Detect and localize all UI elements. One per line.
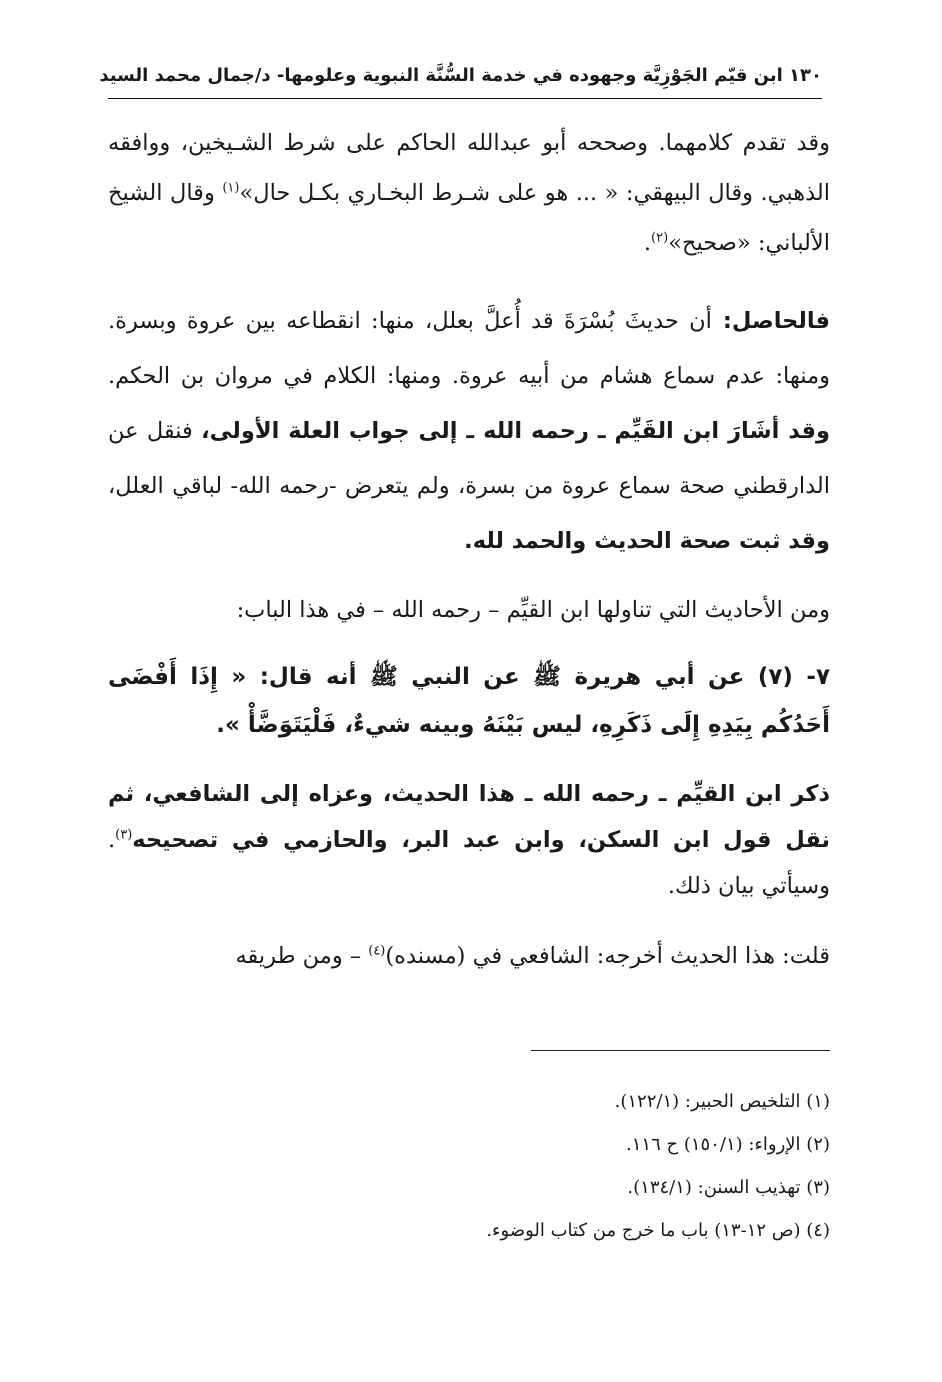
- p2-text: أن حديثَ بُسْرَةَ قد أُعلَّ بعلل، منها: انقطاعه بين عروة وبسرة. ومنها: عدم سماع هشام من أبيه عروة. ومنها: الكلام في مروان بن الحكم.: [108, 308, 830, 389]
- p1-text-2: وقال الشيخ الألباني: «صحيح»: [108, 180, 830, 256]
- p5-text: . وسيأتي بيان ذلك.: [108, 827, 830, 899]
- p2-lead: فالحاصل:: [711, 308, 830, 334]
- footnotes: [300, 1080, 830, 1252]
- footnote-ref-1: (١): [222, 180, 240, 196]
- paragraph-5: [108, 771, 830, 909]
- paragraph-6: [108, 933, 830, 979]
- p6-text: قلت: هذا الحديث أخرجه: الشافعي في (مسنده): [385, 943, 830, 969]
- p1-text: وقد تقدم كلامهما. وصححه أبو عبدالله الحاكم على شرط الشـيخين، ووافقه الذهبي. وقال البيهقي: « ... هو على شـرط البخـاري بكـل حال»: [108, 130, 830, 206]
- p2-bold-2: وقد ثبت صحة الحديث والحمد لله.: [464, 528, 830, 554]
- footnote-4: (٤) (ص ١٢-١٣) باب ما خرج من كتاب الوضوء.: [486, 1220, 830, 1241]
- paragraph-3: ومن الأحاديث التي تناولها ابن القيِّم – رحمه الله – في هذا الباب:: [236, 597, 830, 623]
- main-text: [108, 118, 830, 979]
- running-title: ابن قيّم الجَوْزِيَّة وجهوده في خدمة السُّنَّة النبوية وعلومها- د/جمال محمد السيد: [99, 65, 783, 86]
- p2-bold-1: وقد أشَارَ ابن القَيِّم ـ رحمه الله ـ إلى جواب العلة الأولى،: [201, 418, 830, 444]
- p2-text-2: فنقل عن الدارقطني صحة سماع عروة من بسرة، ولم يتعرض -رحمه الله- لباقي العلل،: [108, 418, 830, 499]
- paragraph-1: [108, 118, 830, 268]
- footnote-1: (١) التلخيص الحبير: (١٢٢/١).: [614, 1091, 830, 1112]
- footnote-ref-4: (٤): [368, 943, 386, 959]
- running-header: [99, 60, 822, 96]
- footnote-2: (٢) الإرواء: (١٥٠/١) ح ١١٦.: [626, 1134, 830, 1155]
- page-number: ١٣٠: [789, 65, 822, 86]
- footnote-ref-2: (٢): [651, 230, 669, 246]
- paragraph-2: [108, 294, 830, 569]
- p1-end: .: [643, 230, 652, 256]
- footnote-3: (٣) تهذيب السنن: (١٣٤/١).: [627, 1177, 830, 1198]
- p5-bold: ذكر ابن القيِّم ـ رحمه الله ـ هذا الحديث، وعزاه إلى الشافعي، ثم نقل قول ابن السكن، وابن عبد البر، والحازمي في تصحيحه: [108, 781, 830, 853]
- footnote-ref-3: (٣): [115, 827, 133, 843]
- hadith-paragraph: ٧- (٧) عن أبي هريرة ﷺ عن النبي ﷺ أنه قال: « إِذَا أَفْضَى أَحَدُكُم بِيَدِهِ إِلَى ذَكَرِهِ، ليس بَيْنَهُ وبينه شيءٌ، فَلْيَتَوَضَّأْ ».: [108, 664, 830, 738]
- p6-text-2: – ومن طريقه: [235, 943, 369, 969]
- footnote-separator: [531, 1050, 830, 1051]
- header-rule: [108, 98, 822, 99]
